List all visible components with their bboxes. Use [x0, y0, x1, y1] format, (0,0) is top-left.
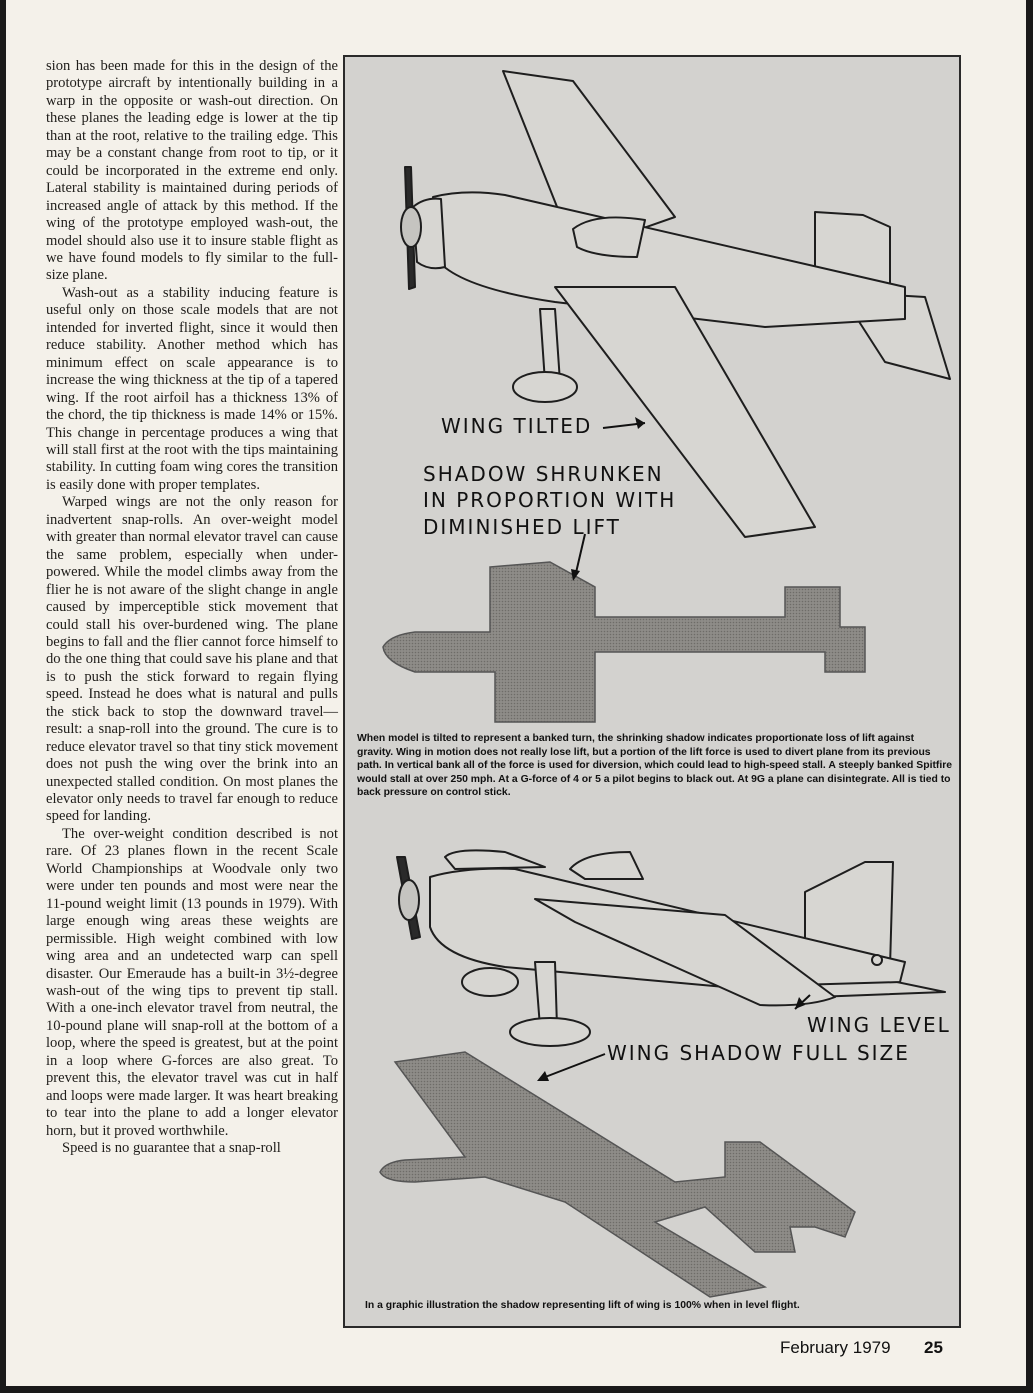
label-wing-shadow-full-size: WING SHADOW FULL SIZE [607, 1041, 910, 1065]
label-wing-tilted: WING TILTED [441, 414, 593, 438]
article-paragraph: Speed is no guarantee that a snap-roll [62, 1140, 281, 1157]
full-size-shadow-shape [380, 1052, 855, 1297]
article-paragraph: Warped wings are not the only reason for inadvertent snap-rolls. An over-weight model with greater than normal elevator travel can cause the same problem, especially when under-powered. While the model climbs away from the flier he is not aware of the slight change in angle caused by imperceptible stick movement that could stall his over-burdened wing. The plane begins to fall and the flier cannot force himself to do the one thing that could save his plane and that is to push the stick forward to regain flying speed. Instead he does what is natural and pulls the stick back to stop the downward travel— result: a snap-roll into the ground. The cure is to reduce elevator travel so that tiny stick movement does not push the wing over the brink into an unexpected stalled condition. On most planes the elevator only needs to travel far enough to reduce speed for landing. [46, 494, 338, 825]
lift-shadow-illustration [343, 55, 961, 1328]
footer-page-number: 25 [924, 1338, 943, 1357]
article-text-column [46, 58, 338, 1158]
article-paragraph: sion has been made for this in the design of the prototype aircraft by intentionally building in a warp in the opposite or wash-out direction. On these planes the leading edge is lower at the tip than at the root, relative to the trailing edge. This may be a constant change from root to tip, or it could be incorporated in the extreme end only. Lateral stability is maintained during periods of increased angle of attack by this method. If the wing of the prototype employed wash-out, the model should also use it to insure stable flight as we have found models to fly similar to the full-size plane. [46, 58, 338, 284]
label-wing-level: WING LEVEL [807, 1013, 951, 1037]
shrunken-shadow-shape [383, 562, 865, 722]
illustration-drawing [345, 57, 959, 1326]
label-shadow-shrunken-line1: SHADOW SHRUNKEN [423, 462, 664, 486]
label-shadow-shrunken-line3: DIMINISHED LIFT [423, 515, 621, 539]
article-paragraph: Wash-out as a stability inducing feature is useful only on those scale models that are not intended for inverted flight, since it would then reduce stability. Another method which has minimum effect on scale appearance is to increase the wing thickness at the tip of a tapered wing. If the root airfoil has a thickness 13% of the chord, the tip thickness is made 14% or 15%. This change in percentage produces a wing that will stall first at the root with the tips maintaining stability. In cutting foam wing cores the transition is easily done with proper templates. [46, 284, 338, 493]
label-shadow-shrunken-line2: IN PROPORTION WITH [423, 488, 677, 512]
caption-banked-turn: When model is tilted to represent a banked turn, the shrinking shadow indicates proportionate loss of lift against gravity. Wing in motion does not really lose lift, but a portion of the lift force is used to divert plane from its previous path. In vertical bank all of the force is used for diversion, which could lead to high-speed stall. A steeply banked Spitfire would stall at over 250 mph. At a G-force of 4 or 5 a pilot begins to black out. At 9G a plane can disintegrate. All is tied to back pressure on control stick. [357, 733, 953, 799]
article-paragraph: The over-weight condition described is not rare. Of 23 planes flown in the recent Scale World Championships at Woodvale only two were under ten pounds and most were near the 11-pound weight limit (13 pounds in 1979). With large enough wing areas these weights are permissible. High weight combined with low wing area and an undetected warp can spell disaster. Our Emeraude has a built-in 3½-degree wash-out of the wing tips to prevent tip stall. With a one-inch elevator travel from neutral, the 10-pound plane will snap-roll at the bottom of a loop, where the speed is greatest, but at the point in a loop where G-forces are also great. To prevent this, the elevator travel was cut in half and loops were made larger. It was heart breaking to tear into the plane to add a longer elevator horn, but it proved worthwhile. [46, 825, 338, 1139]
footer-issue-date: February 1979 [780, 1338, 891, 1357]
caption-level-flight: In a graphic illustration the shadow representing lift of wing is 100% when in level flight. [365, 1300, 800, 1311]
magazine-page [6, 0, 1026, 1386]
